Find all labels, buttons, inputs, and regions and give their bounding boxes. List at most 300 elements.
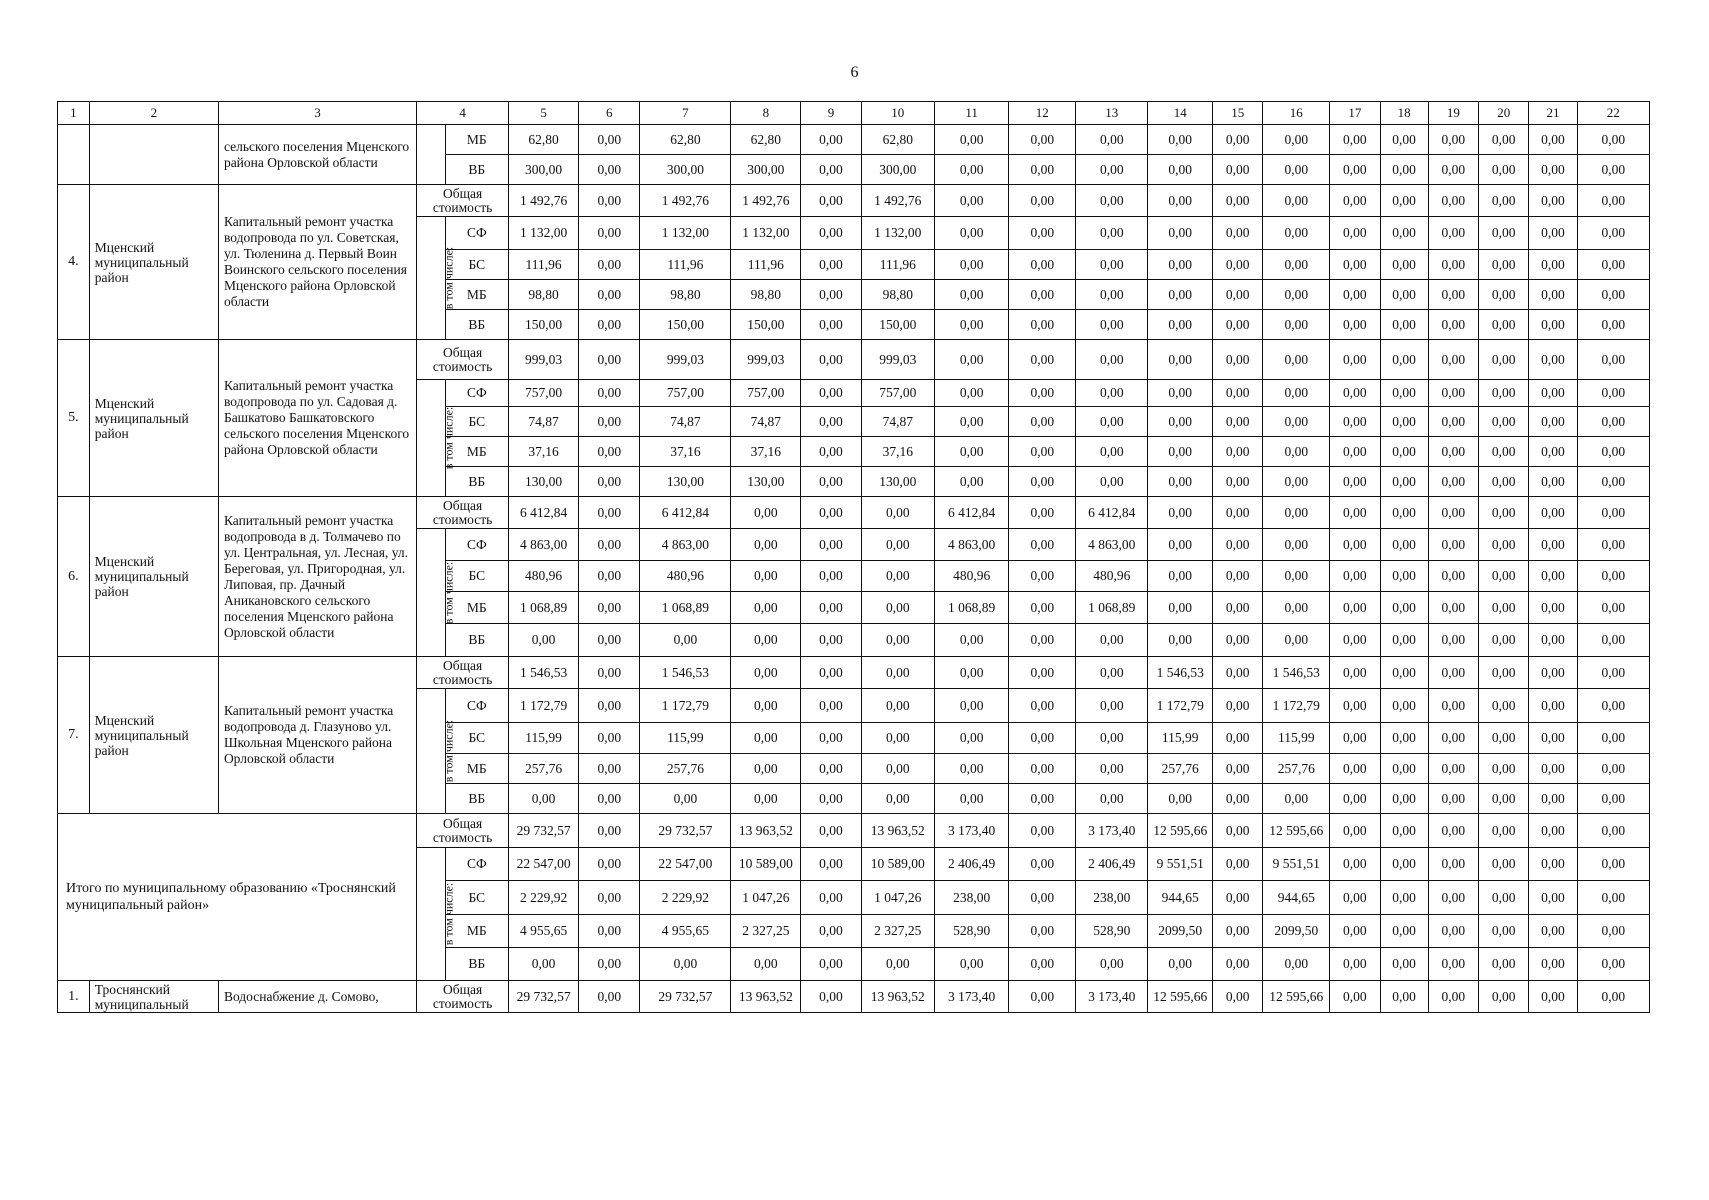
- value-cell: 0,00: [731, 624, 801, 657]
- value-cell: 0,00: [1577, 754, 1649, 784]
- value-cell: 0,00: [1213, 497, 1263, 529]
- vtom-cell: [417, 125, 445, 185]
- municipality-name: Мценский муниципальный район: [89, 657, 218, 814]
- value-cell: 0,00: [579, 407, 640, 437]
- value-cell: 0,00: [1380, 689, 1428, 723]
- value-cell: 0,00: [1009, 981, 1076, 1013]
- value-cell: 1 546,53: [509, 657, 579, 689]
- value-cell: 300,00: [861, 155, 934, 185]
- value-cell: 0,00: [934, 437, 1008, 467]
- value-cell: 0,00: [1479, 657, 1529, 689]
- value-cell: 0,00: [1428, 915, 1478, 948]
- value-cell: 0,00: [731, 561, 801, 592]
- value-cell: 0,00: [1009, 407, 1076, 437]
- table-row: [58, 125, 1650, 155]
- row-number: 5.: [58, 340, 90, 497]
- value-cell: 12 595,66: [1263, 981, 1330, 1013]
- value-cell: 12 595,66: [1148, 981, 1213, 1013]
- value-cell: 3 173,40: [934, 814, 1008, 848]
- value-cell: 74,87: [861, 407, 934, 437]
- value-cell: 757,00: [731, 380, 801, 407]
- value-cell: 0,00: [1380, 155, 1428, 185]
- value-cell: 0,00: [731, 689, 801, 723]
- value-cell: 62,80: [861, 125, 934, 155]
- cost-type: МБ: [445, 437, 509, 467]
- value-cell: 74,87: [731, 407, 801, 437]
- value-cell: 3 173,40: [934, 981, 1008, 1013]
- column-header: 22: [1577, 102, 1649, 125]
- value-cell: 0,00: [1529, 624, 1577, 657]
- cost-type: СФ: [445, 217, 509, 250]
- value-cell: 528,90: [1076, 915, 1148, 948]
- value-cell: 0,00: [579, 561, 640, 592]
- value-cell: 999,03: [861, 340, 934, 380]
- value-cell: 0,00: [1479, 592, 1529, 624]
- value-cell: 238,00: [1076, 881, 1148, 915]
- value-cell: 999,03: [731, 340, 801, 380]
- value-cell: 0,00: [801, 848, 861, 881]
- value-cell: 0,00: [801, 467, 861, 497]
- value-cell: 0,00: [1263, 380, 1330, 407]
- value-cell: 0,00: [1213, 467, 1263, 497]
- value-cell: 1 546,53: [1148, 657, 1213, 689]
- value-cell: 0,00: [1479, 340, 1529, 380]
- value-cell: 12 595,66: [1263, 814, 1330, 848]
- value-cell: 2 406,49: [1076, 848, 1148, 881]
- cost-type: БС: [445, 561, 509, 592]
- value-cell: 0,00: [1076, 437, 1148, 467]
- value-cell: 0,00: [801, 250, 861, 280]
- value-cell: 757,00: [640, 380, 731, 407]
- value-cell: 0,00: [861, 689, 934, 723]
- value-cell: 9 551,51: [1148, 848, 1213, 881]
- column-header: 2: [89, 102, 218, 125]
- value-cell: 1 492,76: [640, 185, 731, 217]
- value-cell: 0,00: [579, 814, 640, 848]
- value-cell: 0,00: [1479, 280, 1529, 310]
- value-cell: 6 412,84: [509, 497, 579, 529]
- cost-type: БС: [445, 250, 509, 280]
- value-cell: 0,00: [1076, 624, 1148, 657]
- value-cell: 1 047,26: [731, 881, 801, 915]
- value-cell: 0,00: [1529, 689, 1577, 723]
- value-cell: 0,00: [579, 592, 640, 624]
- value-cell: 0,00: [801, 310, 861, 340]
- value-cell: 0,00: [1380, 981, 1428, 1013]
- value-cell: 98,80: [640, 280, 731, 310]
- value-cell: 0,00: [1529, 529, 1577, 561]
- value-cell: 1 492,76: [509, 185, 579, 217]
- value-cell: 0,00: [1479, 497, 1529, 529]
- value-cell: 0,00: [801, 723, 861, 754]
- value-cell: 0,00: [1428, 881, 1478, 915]
- value-cell: 37,16: [640, 437, 731, 467]
- value-cell: 0,00: [1213, 529, 1263, 561]
- value-cell: 6 412,84: [640, 497, 731, 529]
- value-cell: 0,00: [1213, 948, 1263, 981]
- value-cell: 0,00: [801, 592, 861, 624]
- value-cell: 0,00: [1428, 657, 1478, 689]
- value-cell: 0,00: [1577, 948, 1649, 981]
- value-cell: 0,00: [1009, 497, 1076, 529]
- column-header: 19: [1428, 102, 1478, 125]
- value-cell: 0,00: [579, 497, 640, 529]
- cost-type: ВБ: [445, 310, 509, 340]
- value-cell: 0,00: [801, 407, 861, 437]
- value-cell: 0,00: [1479, 380, 1529, 407]
- value-cell: 0,00: [1479, 125, 1529, 155]
- value-cell: 528,90: [934, 915, 1008, 948]
- value-cell: 0,00: [1428, 689, 1478, 723]
- value-cell: 0,00: [861, 657, 934, 689]
- value-cell: 0,00: [1263, 250, 1330, 280]
- value-cell: 29 732,57: [509, 814, 579, 848]
- value-cell: 0,00: [1330, 689, 1380, 723]
- value-cell: 0,00: [1213, 814, 1263, 848]
- value-cell: 0,00: [579, 657, 640, 689]
- column-header: 11: [934, 102, 1008, 125]
- value-cell: 0,00: [1330, 497, 1380, 529]
- value-cell: 37,16: [509, 437, 579, 467]
- value-cell: 0,00: [1380, 561, 1428, 592]
- value-cell: 4 955,65: [509, 915, 579, 948]
- value-cell: 0,00: [1428, 437, 1478, 467]
- value-cell: 0,00: [1148, 467, 1213, 497]
- value-cell: 98,80: [509, 280, 579, 310]
- value-cell: 0,00: [1213, 380, 1263, 407]
- value-cell: 0,00: [934, 280, 1008, 310]
- value-cell: 37,16: [861, 437, 934, 467]
- value-cell: 13 963,52: [861, 814, 934, 848]
- value-cell: 13 963,52: [731, 981, 801, 1013]
- value-cell: 0,00: [801, 380, 861, 407]
- value-cell: 0,00: [1428, 407, 1478, 437]
- value-cell: 0,00: [1428, 784, 1478, 814]
- value-cell: 0,00: [801, 185, 861, 217]
- value-cell: 0,00: [934, 407, 1008, 437]
- value-cell: 0,00: [731, 784, 801, 814]
- value-cell: 0,00: [1330, 310, 1380, 340]
- value-cell: 6 412,84: [1076, 497, 1148, 529]
- value-cell: 0,00: [1009, 948, 1076, 981]
- cost-type: ВБ: [445, 624, 509, 657]
- value-cell: 0,00: [801, 217, 861, 250]
- value-cell: 0,00: [934, 155, 1008, 185]
- value-cell: 0,00: [1263, 407, 1330, 437]
- value-cell: 0,00: [1076, 340, 1148, 380]
- value-cell: 0,00: [861, 592, 934, 624]
- value-cell: 0,00: [1479, 529, 1529, 561]
- value-cell: 0,00: [1076, 185, 1148, 217]
- value-cell: 757,00: [509, 380, 579, 407]
- value-cell: 0,00: [1330, 814, 1380, 848]
- value-cell: 130,00: [509, 467, 579, 497]
- value-cell: 0,00: [1330, 784, 1380, 814]
- value-cell: 13 963,52: [861, 981, 934, 1013]
- value-cell: 0,00: [1380, 948, 1428, 981]
- value-cell: 0,00: [1428, 310, 1478, 340]
- value-cell: 0,00: [1148, 340, 1213, 380]
- value-cell: 0,00: [934, 185, 1008, 217]
- value-cell: 0,00: [1577, 185, 1649, 217]
- value-cell: 0,00: [861, 529, 934, 561]
- municipality-name: [89, 125, 218, 185]
- column-header: 9: [801, 102, 861, 125]
- value-cell: 0,00: [1009, 723, 1076, 754]
- value-cell: 0,00: [1330, 881, 1380, 915]
- value-cell: 0,00: [861, 948, 934, 981]
- value-cell: 0,00: [1330, 185, 1380, 217]
- value-cell: 150,00: [861, 310, 934, 340]
- value-cell: 0,00: [1529, 217, 1577, 250]
- value-cell: 0,00: [1577, 310, 1649, 340]
- value-cell: 0,00: [1213, 754, 1263, 784]
- value-cell: 0,00: [731, 497, 801, 529]
- value-cell: 0,00: [1479, 689, 1529, 723]
- cost-type-total: Общая стоимость: [417, 657, 509, 689]
- value-cell: 0,00: [640, 624, 731, 657]
- value-cell: 257,76: [509, 754, 579, 784]
- column-header: 8: [731, 102, 801, 125]
- value-cell: 115,99: [640, 723, 731, 754]
- value-cell: 0,00: [1428, 848, 1478, 881]
- value-cell: 300,00: [731, 155, 801, 185]
- value-cell: 12 595,66: [1148, 814, 1213, 848]
- value-cell: 0,00: [801, 155, 861, 185]
- value-cell: 0,00: [640, 948, 731, 981]
- value-cell: 0,00: [1148, 310, 1213, 340]
- value-cell: 0,00: [579, 125, 640, 155]
- value-cell: 0,00: [731, 754, 801, 784]
- value-cell: 10 589,00: [731, 848, 801, 881]
- vtom-label: в том числе:: [441, 882, 456, 946]
- value-cell: 0,00: [801, 561, 861, 592]
- value-cell: 0,00: [1330, 380, 1380, 407]
- value-cell: 0,00: [861, 561, 934, 592]
- value-cell: 0,00: [1330, 250, 1380, 280]
- row-number: 4.: [58, 185, 90, 340]
- value-cell: 0,00: [1529, 340, 1577, 380]
- value-cell: 150,00: [640, 310, 731, 340]
- value-cell: 0,00: [1380, 380, 1428, 407]
- value-cell: 0,00: [1428, 185, 1478, 217]
- value-cell: 0,00: [1529, 437, 1577, 467]
- cost-type: МБ: [445, 125, 509, 155]
- value-cell: 0,00: [1479, 407, 1529, 437]
- value-cell: 0,00: [801, 340, 861, 380]
- value-cell: 0,00: [1263, 125, 1330, 155]
- value-cell: 0,00: [1577, 915, 1649, 948]
- value-cell: 0,00: [1380, 437, 1428, 467]
- value-cell: 0,00: [1577, 340, 1649, 380]
- table-row: [58, 185, 1650, 217]
- value-cell: 0,00: [1529, 915, 1577, 948]
- value-cell: 0,00: [1009, 437, 1076, 467]
- value-cell: 0,00: [1428, 340, 1478, 380]
- value-cell: 0,00: [934, 624, 1008, 657]
- value-cell: 4 955,65: [640, 915, 731, 948]
- value-cell: 0,00: [1380, 915, 1428, 948]
- value-cell: 2 327,25: [731, 915, 801, 948]
- value-cell: 0,00: [731, 592, 801, 624]
- value-cell: 0,00: [1263, 280, 1330, 310]
- value-cell: 0,00: [934, 723, 1008, 754]
- value-cell: 22 547,00: [509, 848, 579, 881]
- value-cell: 0,00: [1529, 848, 1577, 881]
- value-cell: 0,00: [1428, 592, 1478, 624]
- value-cell: 0,00: [1479, 467, 1529, 497]
- value-cell: 0,00: [1263, 948, 1330, 981]
- value-cell: 0,00: [1330, 723, 1380, 754]
- value-cell: 0,00: [1330, 592, 1380, 624]
- value-cell: 37,16: [731, 437, 801, 467]
- value-cell: 1 068,89: [509, 592, 579, 624]
- column-header: 6: [579, 102, 640, 125]
- value-cell: 0,00: [1380, 340, 1428, 380]
- value-cell: 0,00: [1428, 624, 1478, 657]
- value-cell: 0,00: [1213, 848, 1263, 881]
- column-header: 10: [861, 102, 934, 125]
- value-cell: 0,00: [801, 784, 861, 814]
- cost-type-total: Общая стоимость: [417, 185, 509, 217]
- value-cell: 757,00: [861, 380, 934, 407]
- value-cell: 0,00: [1577, 437, 1649, 467]
- value-cell: 0,00: [1428, 814, 1478, 848]
- value-cell: 0,00: [1076, 754, 1148, 784]
- value-cell: 0,00: [1529, 948, 1577, 981]
- value-cell: 0,00: [1263, 467, 1330, 497]
- value-cell: 0,00: [1148, 185, 1213, 217]
- value-cell: 0,00: [1428, 467, 1478, 497]
- value-cell: 0,00: [801, 437, 861, 467]
- value-cell: 0,00: [1380, 217, 1428, 250]
- value-cell: 0,00: [801, 125, 861, 155]
- value-cell: 0,00: [1380, 754, 1428, 784]
- value-cell: 0,00: [1330, 915, 1380, 948]
- value-cell: 6 412,84: [934, 497, 1008, 529]
- value-cell: 62,80: [509, 125, 579, 155]
- value-cell: 115,99: [1148, 723, 1213, 754]
- column-header: 7: [640, 102, 731, 125]
- value-cell: 0,00: [1148, 437, 1213, 467]
- value-cell: 0,00: [1076, 784, 1148, 814]
- value-cell: 0,00: [1213, 407, 1263, 437]
- value-cell: 4 863,00: [934, 529, 1008, 561]
- value-cell: 0,00: [1577, 497, 1649, 529]
- value-cell: 0,00: [731, 657, 801, 689]
- value-cell: 130,00: [640, 467, 731, 497]
- value-cell: 0,00: [1009, 310, 1076, 340]
- value-cell: 0,00: [1009, 915, 1076, 948]
- vtom-cell: [417, 529, 456, 657]
- value-cell: 0,00: [1148, 250, 1213, 280]
- value-cell: 0,00: [1577, 407, 1649, 437]
- column-header: 18: [1380, 102, 1428, 125]
- value-cell: 74,87: [509, 407, 579, 437]
- work-description: Капитальный ремонт участка водопровода д. Глазуново ул. Школьная Мценского района Орловской области: [218, 657, 416, 814]
- value-cell: 0,00: [1330, 155, 1380, 185]
- value-cell: 1 132,00: [861, 217, 934, 250]
- vtom-cell: [417, 848, 456, 981]
- budget-table: [57, 101, 1650, 1013]
- value-cell: 0,00: [509, 784, 579, 814]
- value-cell: 0,00: [1148, 280, 1213, 310]
- value-cell: 98,80: [861, 280, 934, 310]
- value-cell: 0,00: [1076, 380, 1148, 407]
- value-cell: 0,00: [579, 754, 640, 784]
- value-cell: 1 172,79: [1148, 689, 1213, 723]
- value-cell: 0,00: [1479, 723, 1529, 754]
- value-cell: 480,96: [640, 561, 731, 592]
- value-cell: 0,00: [1009, 529, 1076, 561]
- page-number: 6: [850, 64, 859, 81]
- value-cell: 0,00: [1009, 784, 1076, 814]
- value-cell: 1 047,26: [861, 881, 934, 915]
- value-cell: 111,96: [861, 250, 934, 280]
- value-cell: 0,00: [801, 754, 861, 784]
- value-cell: 0,00: [579, 437, 640, 467]
- value-cell: 0,00: [1009, 754, 1076, 784]
- value-cell: 0,00: [731, 723, 801, 754]
- value-cell: 4 863,00: [509, 529, 579, 561]
- value-cell: 0,00: [509, 624, 579, 657]
- value-cell: 0,00: [1213, 561, 1263, 592]
- vtom-label: в том числе:: [441, 406, 456, 470]
- value-cell: 0,00: [1479, 155, 1529, 185]
- value-cell: 0,00: [1577, 657, 1649, 689]
- value-cell: 115,99: [1263, 723, 1330, 754]
- value-cell: 29 732,57: [509, 981, 579, 1013]
- cost-type: СФ: [445, 380, 509, 407]
- cost-type: БС: [445, 407, 509, 437]
- value-cell: 0,00: [1577, 125, 1649, 155]
- value-cell: 0,00: [1479, 848, 1529, 881]
- value-cell: 944,65: [1148, 881, 1213, 915]
- value-cell: 0,00: [1380, 125, 1428, 155]
- value-cell: 0,00: [1076, 250, 1148, 280]
- value-cell: 0,00: [1479, 310, 1529, 340]
- value-cell: 0,00: [801, 280, 861, 310]
- value-cell: 0,00: [579, 280, 640, 310]
- value-cell: 0,00: [1529, 497, 1577, 529]
- cost-type: ВБ: [445, 155, 509, 185]
- value-cell: 0,00: [1428, 217, 1478, 250]
- value-cell: 0,00: [1009, 848, 1076, 881]
- value-cell: 0,00: [579, 723, 640, 754]
- column-header: 12: [1009, 102, 1076, 125]
- value-cell: 0,00: [1009, 125, 1076, 155]
- vtom-cell: [417, 380, 456, 497]
- value-cell: 0,00: [579, 784, 640, 814]
- value-cell: 0,00: [1479, 437, 1529, 467]
- value-cell: 0,00: [1330, 948, 1380, 981]
- value-cell: 0,00: [1330, 848, 1380, 881]
- value-cell: 0,00: [1213, 310, 1263, 340]
- value-cell: 0,00: [934, 467, 1008, 497]
- cost-type-total: Общая стоимость: [417, 497, 509, 529]
- value-cell: 0,00: [1213, 185, 1263, 217]
- value-cell: 1 132,00: [640, 217, 731, 250]
- value-cell: 0,00: [1529, 592, 1577, 624]
- value-cell: 0,00: [1380, 848, 1428, 881]
- work-description: Водоснабжение д. Сомово,: [218, 981, 416, 1013]
- value-cell: 0,00: [1213, 723, 1263, 754]
- cost-type: ВБ: [445, 467, 509, 497]
- value-cell: 0,00: [1577, 155, 1649, 185]
- cost-type: МБ: [445, 280, 509, 310]
- value-cell: 0,00: [1380, 624, 1428, 657]
- value-cell: 0,00: [1479, 624, 1529, 657]
